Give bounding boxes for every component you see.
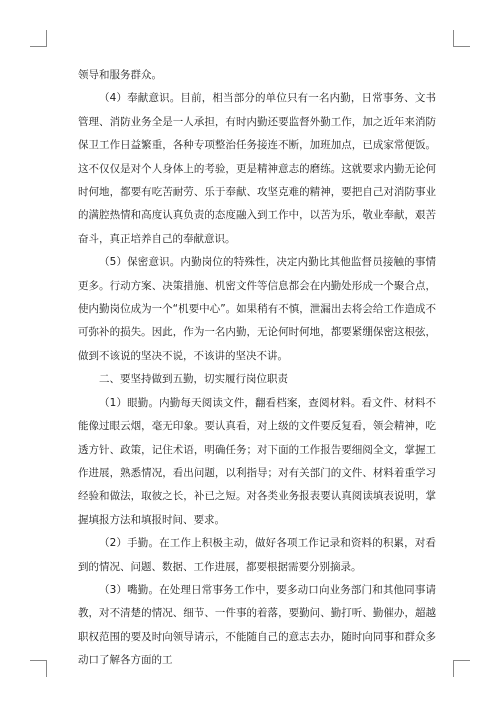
crop-mark-top-left xyxy=(30,30,47,47)
crop-mark-top-right xyxy=(453,30,470,47)
paragraph: （2）手勤。在工作上积极主动，做好各项工作记录和资料的积累，对看到的情况、问题、数据、工作进展，都要根据需要分别摘录。 xyxy=(78,537,436,573)
section-heading: 二、要坚持做到五勤，切实履行岗位职责 xyxy=(99,373,288,386)
paragraph: （5）保密意识。内勤岗位的特殊性，决定内勤比其他监督员接触的事情更多。行动方案、决策措施、机密文件等信息都会在内勤处形成一个聚合点，使内勤岗位成为一个“机要中心”。如果稍有不慎，泄漏出去将会给工作造成不可弥补的损失。因此，作为一名内勤，无论何时何地，都要紧绷保密这根弦，做到不该说的坚决不说，不该讲的坚决不讲。 xyxy=(78,256,436,362)
crop-mark-bottom-right xyxy=(453,660,470,677)
paragraph: （4）奉献意识。目前，相当部分的单位只有一名内勤，日常事务、文书管理、消防业务全是一人承担，有时内勤还要监督外勤工作，加之近年来消防保卫工作日益繁重，各种专项整治任务接连不断，加班加点，已成家常便饭。这不仅仅是对个人身体上的考验，更是精神意志的磨练。这就要求内勤无论何时何地，都要有吃苦耐劳、乐于奉献、攻坚克难的精神，要把自己对消防事业的满腔热情和高度认真负责的态度融入到工作中，以苦为乐，敬业奉献，艰苦奋斗，真正培养自己的奉献意识。 xyxy=(78,92,436,245)
paragraph: （3）嘴勤。在处理日常事务工作中，要多动口向业务部门和其他同事请教，对不清楚的情况、细节、一件事的着落，要勤问、勤打听、勤催办，超越职权范围的要及时向领导请示，不能随自己的意志去办，随时向同事和群众多动口了解各方面的工 xyxy=(78,583,436,667)
paragraph: 领导和服务群众。 xyxy=(78,69,162,81)
crop-mark-bottom-left xyxy=(30,660,47,677)
document-body xyxy=(78,64,436,673)
paragraph: （1）眼勤。内勤每天阅读文件，翻看档案，查阅材料。看文件、材料不能像过眼云烟，毫无印象。要认真看，对上级的文件要反复看，领会精神，吃透方针、政策，记住术语，明确任务；对下面的工作报告要细阅全文，掌握工作进展，熟悉情况，看出问题，以利指导；对有关部门的文件、材料着重学习经验和做法，取彼之长，补已之短。对各类业务报表要认真阅读填表说明，掌握填报方法和填报时间、要求。 xyxy=(78,396,436,526)
